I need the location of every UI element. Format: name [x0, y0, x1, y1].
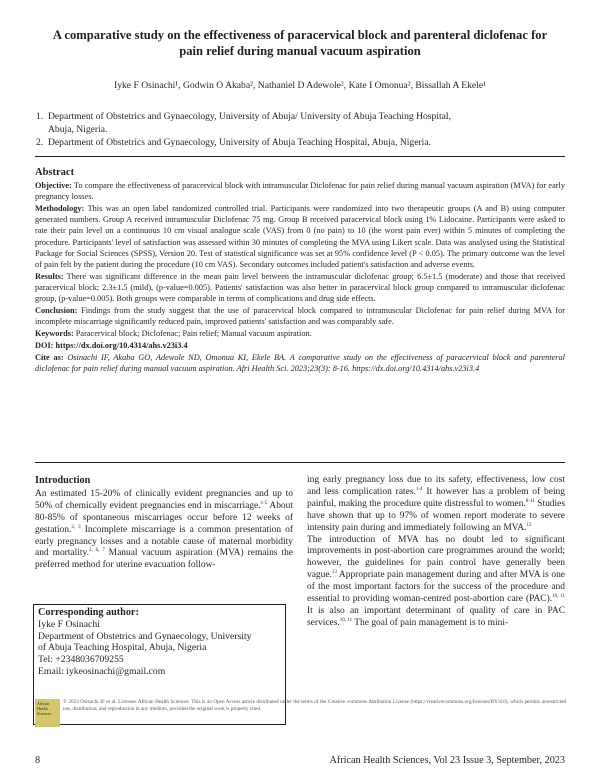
- intro-left-paragraph: [35, 489, 293, 572]
- intro-text: ing early pregnancy loss due to its safety, effectiveness, low cost and less complication rates.: [307, 475, 565, 497]
- intro-text: Incomplete miscarriage is a common presentation of early pregnancy losses and a notable cause of maternal morbidity and mortality.: [35, 524, 293, 559]
- conclusion-text: Findings from the study suggest that the use of paracervical block compared to intramuscular Diclofenac for pain relief during MVA for incomplete miscarriage significantly reduced pain, improved patients' satisfaction and was comparably safe.: [35, 306, 565, 327]
- citation-ref: 2, 3: [71, 524, 81, 530]
- intro-right-column: [307, 475, 565, 630]
- affiliation-text: Department of Obstetrics and Gynaecology, University of Abuja/ University of Abuja Teaching Hospital,: [48, 111, 451, 122]
- results-label: Results:: [35, 271, 64, 281]
- conclusion-label: Conclusion:: [35, 306, 78, 316]
- citation-ref: 1-5: [260, 500, 268, 506]
- affiliation-number: 1.: [36, 111, 44, 122]
- corresponding-tel: Tel: +2348036709255: [38, 654, 124, 666]
- page-number: 8: [35, 755, 41, 766]
- doi-paragraph: [35, 340, 565, 351]
- cite-label: Cite as:: [35, 352, 64, 362]
- corresponding-dept: Department of Obstetrics and Gynaecology, University: [38, 630, 252, 642]
- results-paragraph: [35, 271, 565, 305]
- corresponding-name: Iyke F Osinachi: [38, 618, 100, 630]
- author-list: Iyke F Osinachi¹, Godwin O Akaba², Nathaniel D Adewole², Kate I Omonua², Bissallah A Ekele¹: [114, 80, 486, 91]
- abstract: [35, 166, 565, 375]
- affiliation-text-cont: Abuja, Nigeria.: [48, 123, 108, 135]
- keywords-text: Paracervical block; Diclofenac; Pain relief; Manual vacuum aspiration.: [75, 329, 312, 339]
- intro-right-paragraph-2: [307, 535, 565, 630]
- affiliation-text: Department of Obstetrics and Gynaecology, University of Abuja Teaching Hospital, Abuja, Nigeria.: [48, 137, 431, 148]
- affiliation-1: [36, 111, 566, 136]
- intro-text: About 80-85% of spontaneous miscarriages occur before 12 weeks of gestation.: [35, 500, 293, 535]
- cite-paragraph: [35, 352, 565, 374]
- citation-ref: 2, 6, 7: [88, 548, 105, 554]
- citation-ref: 10, 11: [552, 593, 565, 599]
- objective-paragraph: [35, 180, 565, 202]
- corresponding-dept-cont: of Abuja Teaching Hospital, Abuja, Nigeria: [38, 642, 207, 654]
- conclusion-paragraph: [35, 305, 565, 327]
- methodology-text: This was an open label randomized controlled trial. Participants were randomized into two therapeutic groups (A and B) using computer generated numbers. Group A received intramuscular Diclofenac 75 mg. Group B received paracervical block using 1% Lidocaine. Participants were asked to rate their pain level on a continuous 10 cm visual analogue scale (VAS) from 0 (no pain) to 10 (the worst pain ever) within 5 minutes of completing the procedure. Participants' level of satisfaction was assessed within 30 minutes of completing the MVA using Likert scale. Data was analysed using the Statistical Package for Social Sciences (SPSS), Version 20. Test of statistical significance was set at 95% confidence level (P < 0.05). The primary outcome was the level of pain felt by the patient during the procedure (10 cm VAS). Secondary outcomes included patient's satisfaction and adverse events.: [35, 204, 565, 270]
- corresponding-email[interactable]: Email: iykeosinachi@gmail.com: [38, 665, 166, 677]
- intro-left-column: [35, 475, 293, 572]
- intro-text: It is also an important determinant of quality of care in PAC services.: [307, 605, 565, 628]
- keywords-paragraph: [35, 328, 565, 339]
- cite-text: Osinachi IF, Akaba GO, Adewole ND, Omonua KI, Ekele BA. A comparative study on the effectiveness of paracervical block and parenteral diclofenac for pain relief during manual vacuum aspiration. Afri Health Sci. 2023;23(3): 8-16. https://dx.doi.org/10.4314/ahs.v23i3.4: [35, 352, 565, 373]
- affiliation-number: 2.: [36, 137, 44, 148]
- citation-ref: 13: [331, 570, 337, 576]
- results-text: There was significant difference in the mean pain level between the intramuscular diclofenac group; 6.5±1.5 (moderate) and those that received paracervical block; 2.3±1.5 (mild), (p-value=0.005). Patients' satisfaction was also better in paracervical block group compared to intramuscular diclofenac group, (p-value=0.005). Both groups were comparable in terms of complications and drug side effects.: [35, 271, 565, 304]
- citation-ref: 1-4: [415, 486, 423, 492]
- intro-text: The goal of pain management is to mini-: [352, 617, 509, 628]
- objective-text: To compare the effectiveness of paracervical block with intramuscular Diclofenac for pain relief during manual vacuum aspiration (MVA) for early pregnancy losses.: [35, 181, 565, 202]
- doi-link[interactable]: DOI: https://dx.doi.org/10.4314/ahs.v23i3.4: [35, 340, 188, 350]
- keywords-label: Keywords:: [35, 329, 74, 339]
- article-title: A comparative study on the effectiveness of paracervical block and parenteral diclofenac for pain relief during manual vacuum aspiration: [52, 28, 548, 58]
- methodology-label: Methodology:: [35, 204, 85, 213]
- intro-text: Manual vacuum aspiration (MVA) remains the preferred method for uterine evacuation follow-: [35, 548, 293, 571]
- intro-right-paragraph-1: [307, 475, 565, 535]
- abstract-heading: Abstract: [35, 167, 75, 178]
- intro-text: Appropriate pain management during and after MVA is one of the most important factors for the success of the procedure and essential to providing woman-centred post-abortion care (PAC).: [307, 570, 565, 605]
- objective-label: Objective:: [35, 181, 72, 190]
- affiliation-2: [36, 137, 566, 150]
- divider-bottom: [35, 462, 565, 463]
- intro-text: An estimated 15-20% of clinically evident pregnancies and up to 50% of chemically evident pregnancies end in miscarriage.: [35, 488, 293, 511]
- intro-text: Studies have shown that up to 97% of women report moderate to severe intensity pain during and immediately following an MVA.: [307, 498, 565, 533]
- license-notice: © 2023 Osinachi IF et al. Licensee African Health Sciences. This is an Open Access article distributed under the terms of the Creative commons Attribution License (https://creativecommons.org/licenses/BY/4.0), which permits unrestricted use, distribution, and reproduction in any medium, provided the original work is properly cited.: [63, 699, 566, 712]
- citation-ref: 10, 11: [339, 617, 353, 623]
- journal-citation: African Health Sciences, Vol 23 Issue 3, September, 2023: [329, 755, 565, 766]
- citation-ref: 12: [526, 522, 532, 528]
- intro-text: The introduction of MVA has no doubt led to significant improvements in post-abortion care programmes around the world; however, the guidelines for pain control have generally been vague.: [307, 534, 565, 581]
- journal-logo: African Health Sciences: [35, 699, 60, 727]
- divider-top: [35, 156, 565, 157]
- intro-heading: Introduction: [35, 475, 91, 486]
- citation-ref: 8-11: [525, 498, 535, 504]
- corresponding-heading: Corresponding author:: [38, 607, 139, 618]
- methodology-paragraph: [35, 203, 565, 270]
- intro-text: It however has a problem of being painful, making the procedure quite distressful to women.: [307, 486, 565, 509]
